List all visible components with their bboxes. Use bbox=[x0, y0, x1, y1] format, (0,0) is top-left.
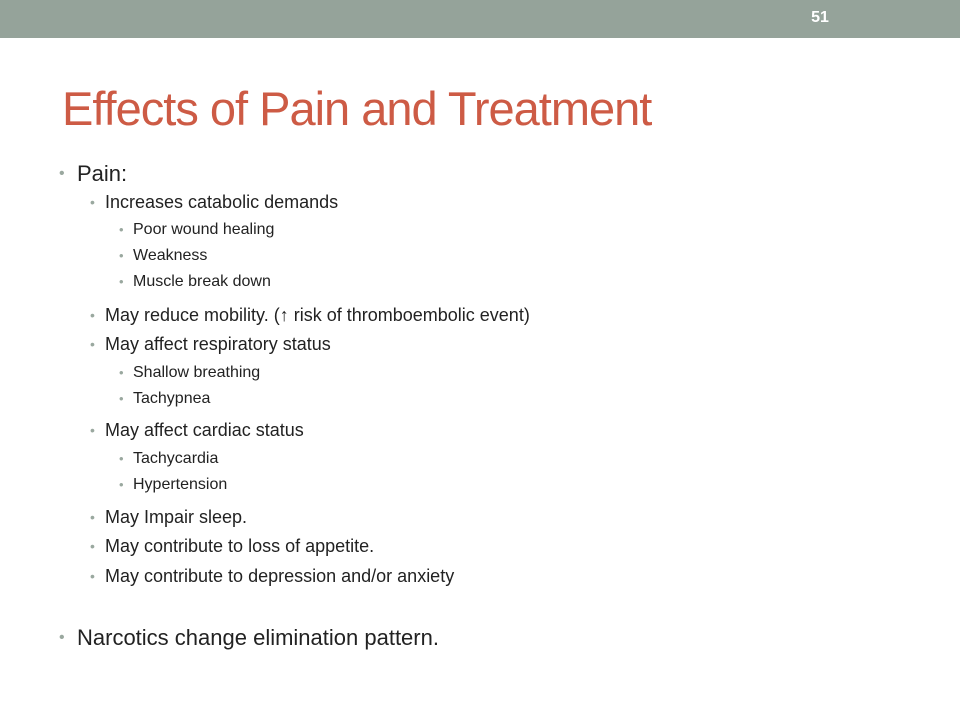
bullet-sleep bbox=[90, 506, 248, 528]
bullet-dot-icon: • bbox=[119, 274, 124, 289]
bullet-depression bbox=[90, 565, 455, 587]
bullet-text: May contribute to depression and/or anxiety bbox=[105, 566, 455, 586]
slide-title: Effects of Pain and Treatment bbox=[62, 82, 652, 135]
bullet-dot-icon: • bbox=[59, 165, 65, 182]
bullet-tachypnea bbox=[119, 389, 211, 409]
bullet-text: Pain: bbox=[77, 161, 128, 186]
bullet-dot-icon: • bbox=[119, 451, 124, 466]
bullet-dot-icon: • bbox=[119, 391, 124, 406]
bullet-mobility bbox=[90, 304, 530, 326]
bullet-text: Poor wound healing bbox=[133, 221, 275, 238]
bullet-dot-icon: • bbox=[90, 568, 95, 584]
bullet-shallow-breathing bbox=[119, 363, 261, 383]
bullet-text: Narcotics change elimination pattern. bbox=[77, 625, 439, 650]
bullet-dot-icon: • bbox=[90, 509, 95, 525]
bullet-text: May Impair sleep. bbox=[105, 507, 248, 527]
bullet-dot-icon: • bbox=[90, 307, 95, 323]
bullet-text: Muscle break down bbox=[133, 273, 271, 290]
bullet-dot-icon: • bbox=[119, 477, 124, 492]
bullet-dot-icon: • bbox=[119, 365, 124, 380]
bullet-respiratory bbox=[90, 333, 331, 355]
bullet-muscle bbox=[119, 272, 271, 292]
bullet-tachycardia bbox=[119, 449, 219, 469]
bullet-catabolic bbox=[90, 191, 339, 213]
bullet-text: Hypertension bbox=[133, 476, 228, 493]
bullet-dot-icon: • bbox=[90, 538, 95, 554]
bullet-text: Increases catabolic demands bbox=[105, 192, 339, 212]
bullet-pain bbox=[59, 161, 128, 187]
bullet-dot-icon: • bbox=[90, 336, 95, 352]
slide-number: 51 bbox=[811, 9, 829, 26]
bullet-dot-icon: • bbox=[119, 222, 124, 237]
bullet-text: Tachypnea bbox=[133, 390, 211, 407]
bullet-dot-icon: • bbox=[90, 422, 95, 438]
bullet-text: Weakness bbox=[133, 247, 208, 264]
bullet-text: Tachycardia bbox=[133, 450, 219, 467]
bullet-wound-healing bbox=[119, 220, 275, 240]
bullet-dot-icon: • bbox=[59, 629, 65, 646]
bullet-text: May contribute to loss of appetite. bbox=[105, 536, 375, 556]
bullet-text: Shallow breathing bbox=[133, 364, 261, 381]
bullet-hypertension bbox=[119, 475, 228, 495]
bullet-weakness bbox=[119, 246, 208, 266]
bullet-text: May affect cardiac status bbox=[105, 420, 304, 440]
bullet-dot-icon: • bbox=[119, 248, 124, 263]
bullet-appetite bbox=[90, 535, 375, 557]
top-bar bbox=[0, 0, 960, 38]
bullet-dot-icon: • bbox=[90, 194, 95, 210]
bullet-narcotics bbox=[59, 625, 439, 651]
bullet-text: May reduce mobility. (↑ risk of thromboembolic event) bbox=[105, 305, 530, 325]
bullet-cardiac bbox=[90, 419, 304, 441]
bullet-text: May affect respiratory status bbox=[105, 334, 331, 354]
